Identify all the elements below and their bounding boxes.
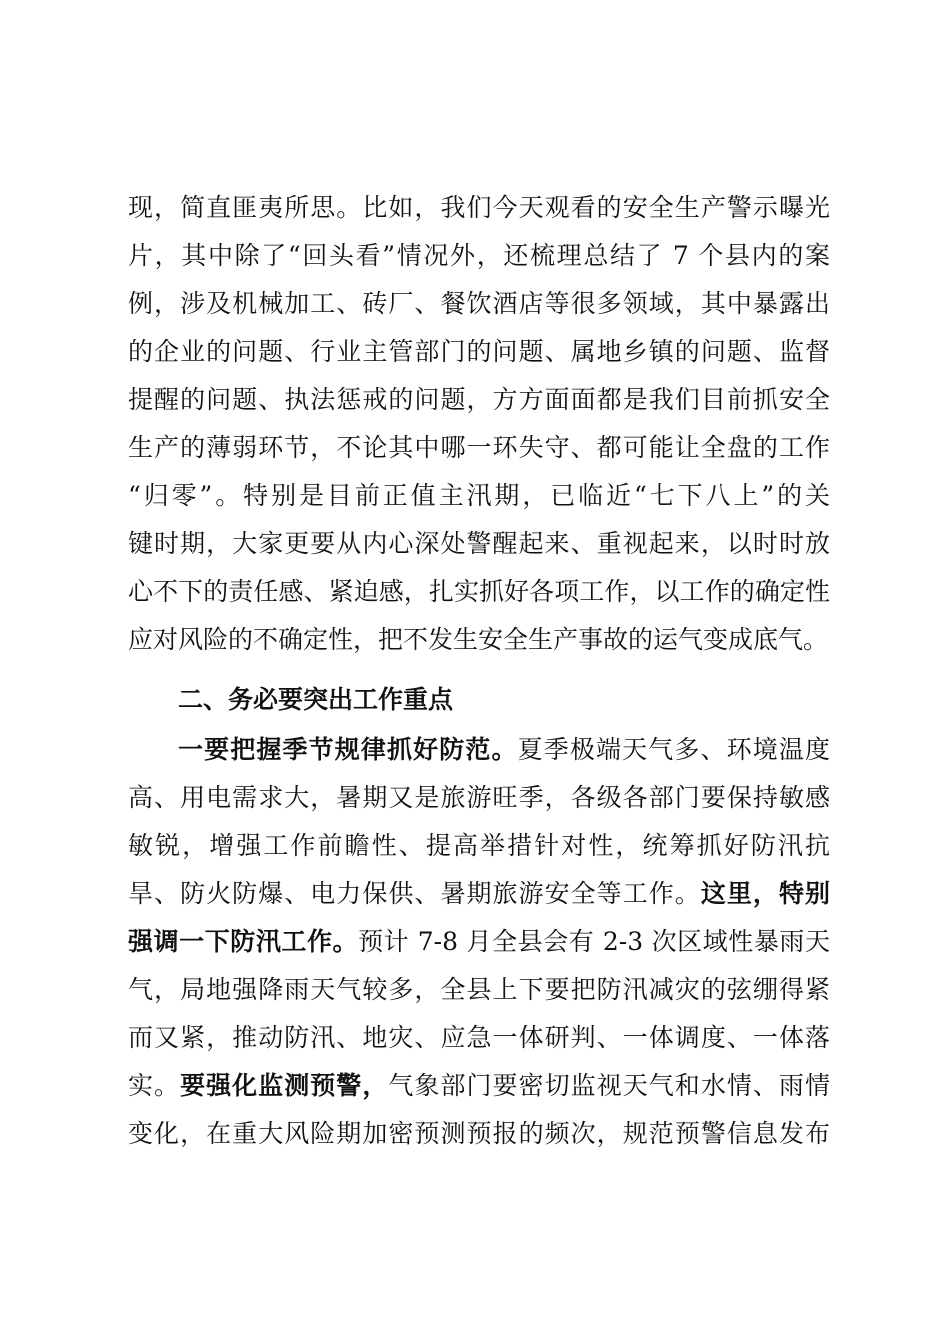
emphasis-text: 强调一下防汛工作。 — [128, 927, 359, 956]
text-span: 预计 7-8 月全县会有 2-3 次区域性暴雨天 — [358, 927, 830, 956]
paragraph-line — [128, 918, 830, 966]
text-span: 夏季极端天气多、环境温度 — [517, 735, 830, 764]
paragraph-line — [128, 870, 830, 918]
section-heading: 二、务必要突出工作重点 — [178, 685, 454, 714]
text-line: 而又紧，推动防汛、地灾、应急一体研判、一体调度、一体落 — [128, 1023, 830, 1052]
text-span: 实。 — [128, 1071, 181, 1100]
text-span: 旱、防火防爆、电力保供、暑期旅游安全等工作。 — [128, 879, 701, 908]
text-line: 应对风险的不确定性，把不发生安全生产事故的运气变成底气。 — [128, 625, 829, 654]
text-line: 变化，在重大风险期加密预测预报的频次，规范预警信息发布 — [128, 1119, 830, 1148]
text-line: “归零”。特别是目前正值主汛期，已临近“七下八上”的关 — [128, 481, 830, 510]
text-line: 敏锐，增强工作前瞻性、提高举措针对性，统筹抓好防汛抗 — [128, 831, 830, 860]
text-line: 的企业的问题、行业主管部门的问题、属地乡镇的问题、监督 — [128, 337, 830, 366]
text-line: 心不下的责任感、紧迫感，扎实抓好各项工作，以工作的确定性 — [128, 577, 830, 606]
paragraph-line — [178, 726, 830, 774]
text-line: 高、用电需求大，暑期又是旅游旺季，各级各部门要保持敏感 — [128, 783, 830, 812]
lead-sentence: 一要把握季节规律抓好防范。 — [178, 735, 518, 764]
text-line: 提醒的问题、执法惩戒的问题，方方面面都是我们目前抓安全 — [128, 385, 830, 414]
emphasis-text: 这里，特别 — [700, 879, 830, 908]
text-line: 现，简直匪夷所思。比如，我们今天观看的安全生产警示曝光 — [128, 193, 830, 222]
text-line: 例，涉及机械加工、砖厂、餐饮酒店等很多领域，其中暴露出 — [128, 289, 830, 318]
text-span: 气象部门要密切监视天气和水情、雨情 — [388, 1071, 830, 1100]
text-line: 生产的薄弱环节，不论其中哪一环失守、都可能让全盘的工作 — [128, 433, 830, 462]
paragraph-line — [128, 1062, 830, 1110]
text-line: 气，局地强降雨天气较多，全县上下要把防汛减灾的弦绷得紧 — [128, 975, 830, 1004]
text-line: 键时期，大家更要从内心深处警醒起来、重视起来，以时时放 — [128, 529, 830, 558]
emphasis-text: 要强化监测预警， — [180, 1071, 389, 1100]
text-line: 片，其中除了“回头看”情况外，还梳理总结了 7 个县内的案 — [128, 241, 830, 270]
